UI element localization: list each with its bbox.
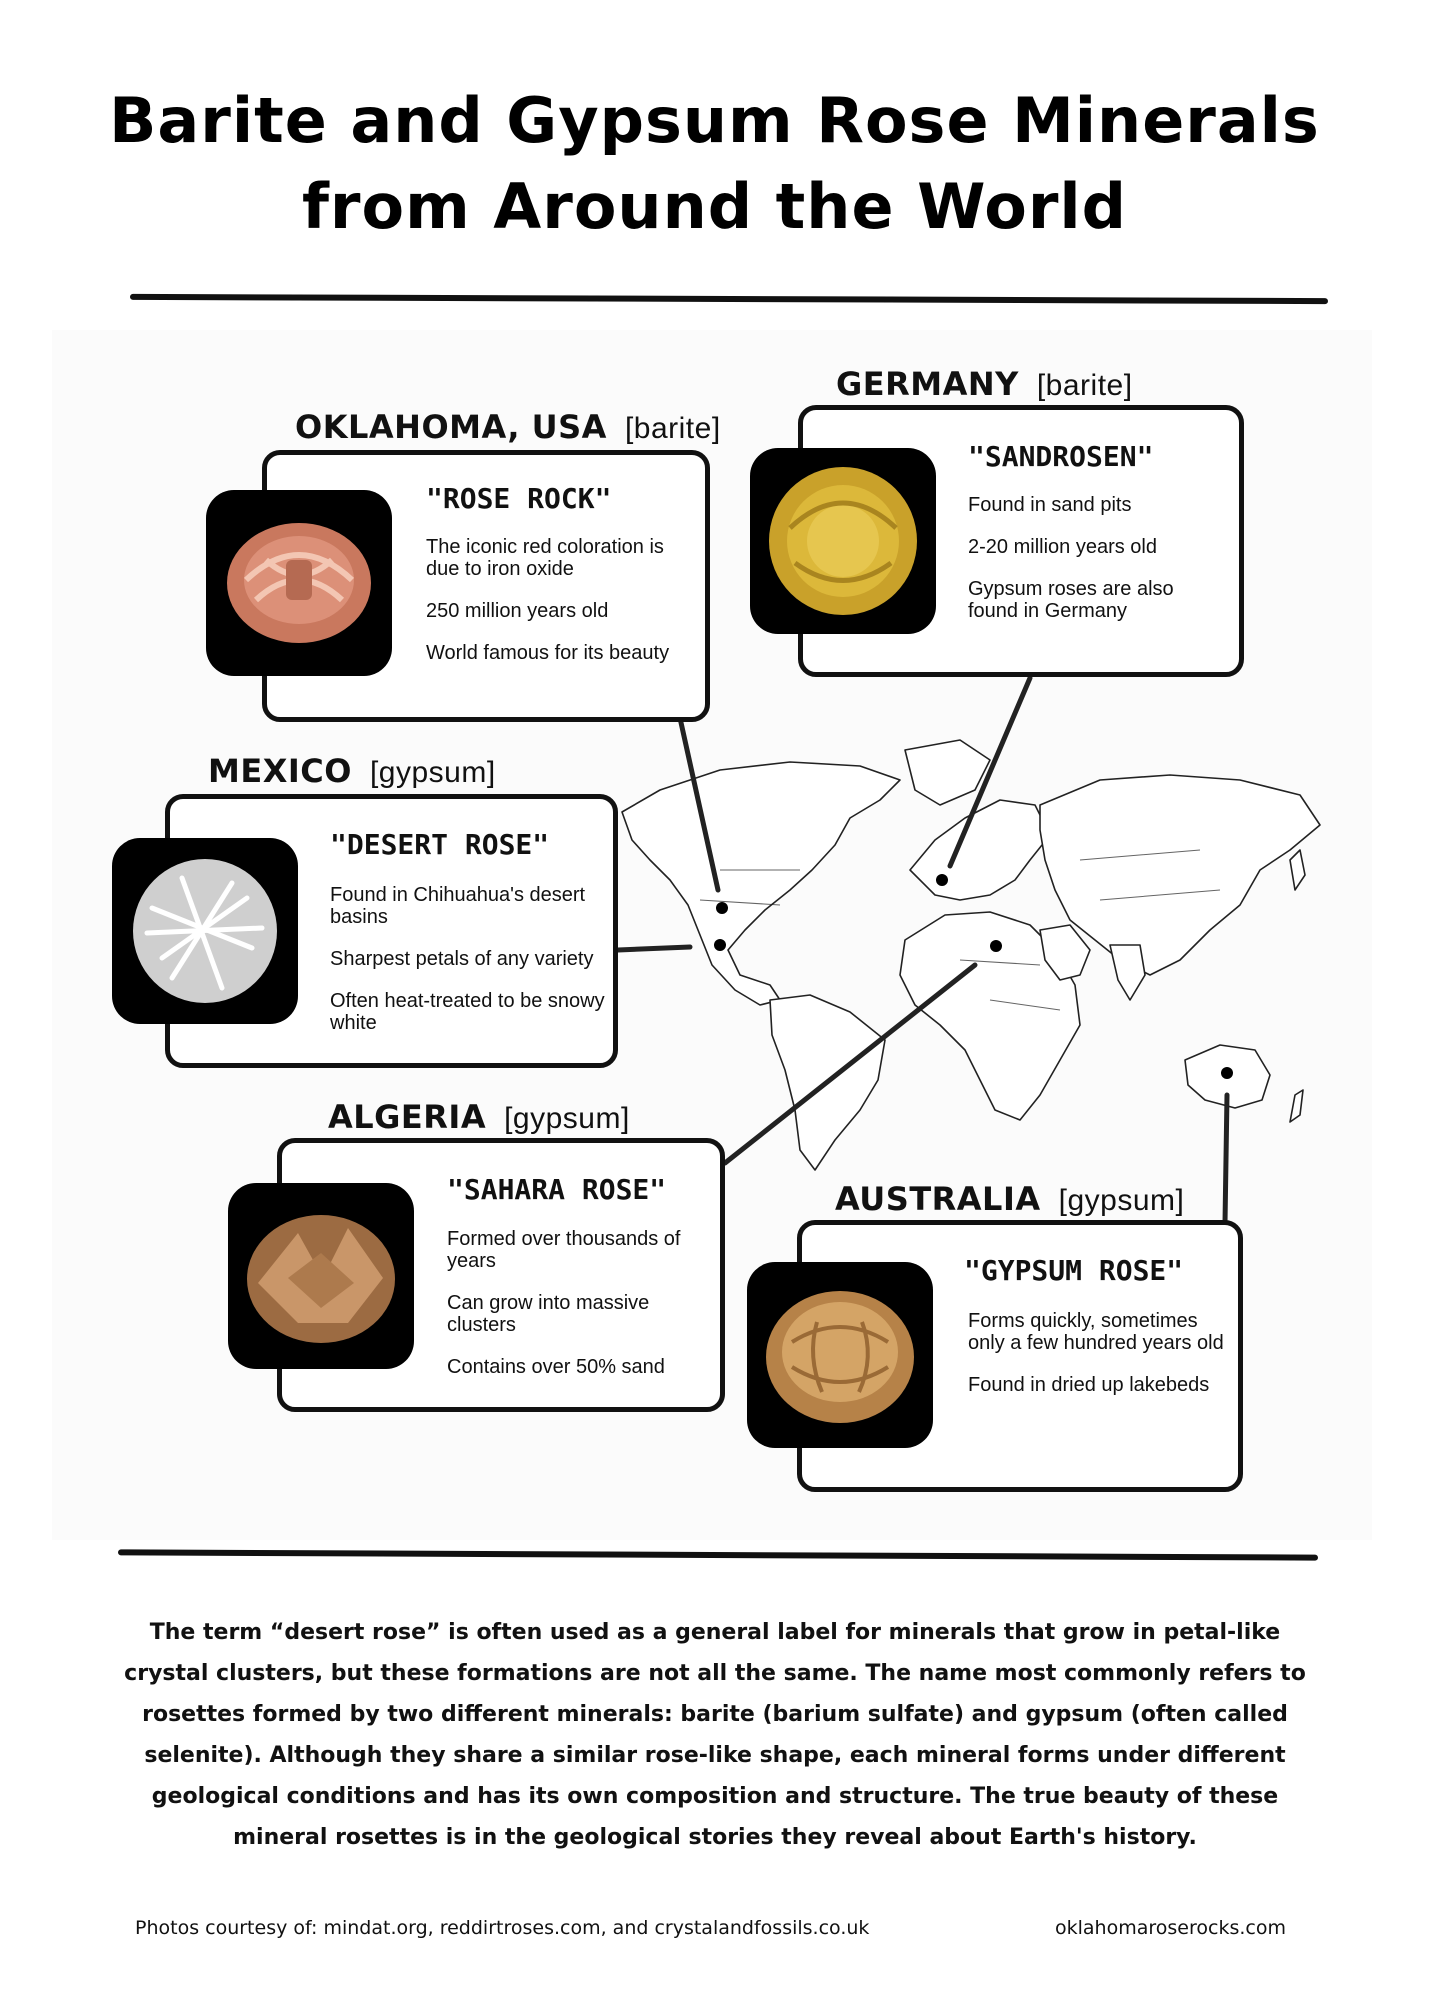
description-paragraph: The term “desert rose” is often used as a general label for minerals that grow in petal-like crystal clusters, but these formations are not all the same. The name most commonly refers to rosettes formed by two different minerals: barite (barium sulfate) and gypsum (often called selenite). Although they share a similar rose-like shape, each mineral forms under different geological conditions and has its own composition and structure. The true beauty of these mineral rosettes is in the geological stories they reveal about Earth's history.	[124, 1620, 1306, 1850]
rose-rock-image	[206, 490, 392, 676]
heading-mexico	[208, 752, 496, 790]
region-oklahoma: OKLAHOMA, USA	[295, 408, 607, 446]
title-line-1: Barite and Gypsum Rose Minerals	[109, 84, 1320, 157]
heading-algeria	[328, 1098, 630, 1136]
fact-oklahoma-3: World famous for its beauty	[426, 642, 670, 664]
heading-oklahoma	[295, 408, 721, 446]
marker-oklahoma	[716, 902, 728, 914]
marker-algeria	[990, 940, 1002, 952]
india-outline	[1110, 945, 1145, 1000]
north-america-outline	[622, 762, 900, 1005]
sahara-rose-image	[228, 1183, 414, 1369]
fact-germany-1: Found in sand pits	[968, 494, 1132, 516]
sandrosen-image	[750, 448, 936, 634]
facts-australia	[968, 1310, 1224, 1416]
photo-algeria	[228, 1183, 414, 1369]
fact-algeria-3: Contains over 50% sand	[447, 1356, 665, 1378]
name-oklahoma: "ROSE ROCK"	[426, 482, 612, 515]
fact-germany-3: Gypsum roses are also found in Germany	[968, 578, 1174, 622]
mineral-mexico: [gypsum]	[369, 756, 496, 789]
title-line-2: from Around the World	[301, 170, 1128, 243]
facts-algeria	[447, 1228, 703, 1398]
gypsum-rose-image	[747, 1262, 933, 1448]
heading-australia	[835, 1180, 1184, 1218]
fact-mexico-1: Found in Chihuahua's desert basins	[330, 884, 586, 928]
photo-germany	[750, 448, 936, 634]
facts-mexico	[330, 884, 606, 1054]
region-algeria: ALGERIA	[328, 1098, 487, 1136]
fact-germany-2: 2-20 million years old	[968, 536, 1157, 558]
fact-algeria-1: Formed over thousands of years	[447, 1228, 681, 1272]
website-link[interactable]: oklahomaroserocks.com	[1055, 1917, 1286, 1939]
europe-outline	[910, 800, 1050, 900]
region-australia: AUSTRALIA	[835, 1180, 1041, 1218]
mineral-oklahoma: [barite]	[624, 412, 721, 445]
region-mexico: MEXICO	[208, 752, 352, 790]
photo-mexico	[112, 838, 298, 1024]
facts-oklahoma	[426, 536, 696, 684]
mineral-australia: [gypsum]	[1058, 1184, 1185, 1217]
connector-mexico	[618, 947, 690, 950]
marker-germany	[936, 874, 948, 886]
mineral-germany: [barite]	[1036, 369, 1133, 402]
fact-oklahoma-1: The iconic red coloration is due to iron oxide	[426, 536, 664, 580]
desert-rose-image	[112, 838, 298, 1024]
fact-mexico-3: Often heat-treated to be snowy white	[330, 990, 605, 1034]
mineral-algeria: [gypsum]	[504, 1102, 630, 1135]
marker-australia	[1221, 1067, 1233, 1079]
connector-australia	[1225, 1095, 1227, 1223]
name-mexico: "DESERT ROSE"	[330, 828, 550, 861]
fact-oklahoma-2: 250 million years old	[426, 600, 609, 622]
name-australia: "GYPSUM ROSE"	[964, 1254, 1184, 1287]
marker-mexico	[714, 939, 726, 951]
region-germany: GERMANY	[836, 365, 1019, 403]
fact-algeria-2: Can grow into massive clusters	[447, 1292, 650, 1336]
heading-germany	[836, 365, 1133, 403]
facts-germany	[968, 494, 1228, 642]
name-algeria: "SAHARA ROSE"	[447, 1173, 667, 1206]
fact-australia-2: Found in dried up lakebeds	[968, 1374, 1210, 1396]
name-germany: "SANDROSEN"	[968, 440, 1154, 473]
photo-oklahoma	[206, 490, 392, 676]
japan-outline	[1290, 850, 1305, 890]
photo-credits: Photos courtesy of: mindat.org, reddirtroses.com, and crystalandfossils.co.uk	[135, 1917, 870, 1939]
photo-australia	[747, 1262, 933, 1448]
fact-australia-1: Forms quickly, sometimes only a few hundred years old	[968, 1310, 1224, 1354]
fact-mexico-2: Sharpest petals of any variety	[330, 948, 594, 970]
new-zealand-outline	[1290, 1090, 1303, 1122]
greenland-outline	[905, 740, 990, 805]
